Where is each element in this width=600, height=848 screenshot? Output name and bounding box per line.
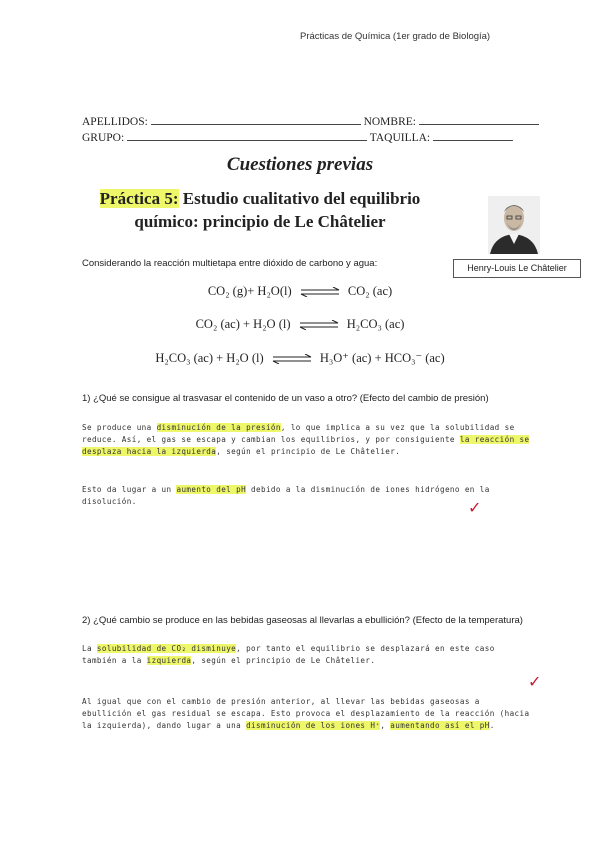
highlight: aumento del pH [176, 485, 247, 494]
equation-3-left: H₂CO₃ (ac) + H₂O (l) [155, 351, 264, 365]
taquilla-label: TAQUILLA: [369, 132, 431, 144]
equilibrium-arrows-icon [298, 320, 340, 330]
page-header: Prácticas de Química (1er grado de Biología) [300, 31, 491, 42]
question-2: 2) ¿Qué cambio se produce en las bebidas gaseosas al llevarlas a ebullición? (Efecto de la temperatura) [82, 615, 523, 626]
portrait-photo-icon [488, 196, 540, 254]
highlight: solubilidad de CO₂ disminuye [96, 644, 237, 653]
apellidos-field[interactable] [151, 113, 361, 125]
equation-3-right: H₃O⁺ (ac) + HCO₃⁻ (ac) [319, 351, 445, 365]
intro-text: Considerando la reacción multietapa entre dióxido de carbono y agua: [82, 258, 378, 269]
equilibrium-arrows-icon [299, 287, 341, 297]
practice-title-line2: químico: principio de Le Châtelier [134, 212, 386, 231]
question-1: 1) ¿Qué se consigue al trasvasar el contenido de un vaso a otro? (Efecto del cambio de presión) [82, 393, 489, 404]
grupo-field[interactable] [127, 129, 367, 141]
highlight: izquierda [146, 656, 192, 665]
check-mark-icon: ✓ [468, 498, 482, 517]
taquilla-field[interactable] [433, 129, 513, 141]
equation-2-left: CO₂ (ac) + H₂O (l) [195, 317, 291, 331]
answer-1-paragraph-2: Esto da lugar a un aumento del pH debido a la disminución de iones hidrógeno en la disolución. [82, 485, 490, 506]
form-row-1 [82, 113, 552, 128]
practice-number: Práctica 5: [99, 189, 179, 208]
highlight: disminución de la presión [156, 423, 281, 432]
highlight: aumentando así el pH [390, 721, 490, 730]
answer-1-paragraph-1: Se produce una disminución de la presión, lo que implica a su vez que la solubilidad se reduce. Así, el gas se escapa y cambian los equilibrios, y por consiguiente la reacción se desplaza hacia la izquierda, según el principio de Le Châtelier. [82, 423, 530, 456]
practice-title [80, 187, 440, 233]
equation-2-right: H₂CO₃ (ac) [346, 317, 405, 331]
equation-1-right: CO₂ (ac) [347, 284, 393, 298]
equation-1 [0, 284, 600, 299]
form-row-2 [82, 129, 552, 144]
practice-title-line1: Estudio cualitativo del equilibrio [178, 189, 421, 208]
nombre-field[interactable] [419, 113, 539, 125]
answer-2-paragraph-2: Al igual que con el cambio de presión anterior, al llevar las bebidas gaseosas a ebullición el gas residual se escapa. Esto provoca el desplazamiento de la reacción (hacia la izquierda), dando lugar a una disminución de los iones H⁺, aumentando así el pH. [82, 697, 530, 730]
highlight: disminución de los iones H⁺ [246, 721, 381, 730]
section-title: Cuestiones previas [226, 154, 374, 175]
answer-2-paragraph-1: La solubilidad de CO₂ disminuye, por tanto el equilibrio se desplazará en este caso también a la izquierda, según el principio de Le Châtelier. [82, 644, 495, 665]
apellidos-label: APELLIDOS: [82, 116, 148, 128]
check-mark-icon: ✓ [528, 672, 542, 691]
equation-1-left: CO₂ (g)+ H₂O(l) [207, 284, 292, 298]
equilibrium-arrows-icon [271, 354, 313, 364]
nombre-label: NOMBRE: [363, 116, 416, 128]
equation-2 [0, 317, 600, 332]
portrait-caption: Henry-Louis Le Châtelier [453, 259, 581, 278]
equation-3 [0, 350, 600, 366]
highlight: la reacción se desplaza hacia la izquierda [82, 435, 530, 456]
grupo-label: GRUPO: [82, 132, 125, 144]
